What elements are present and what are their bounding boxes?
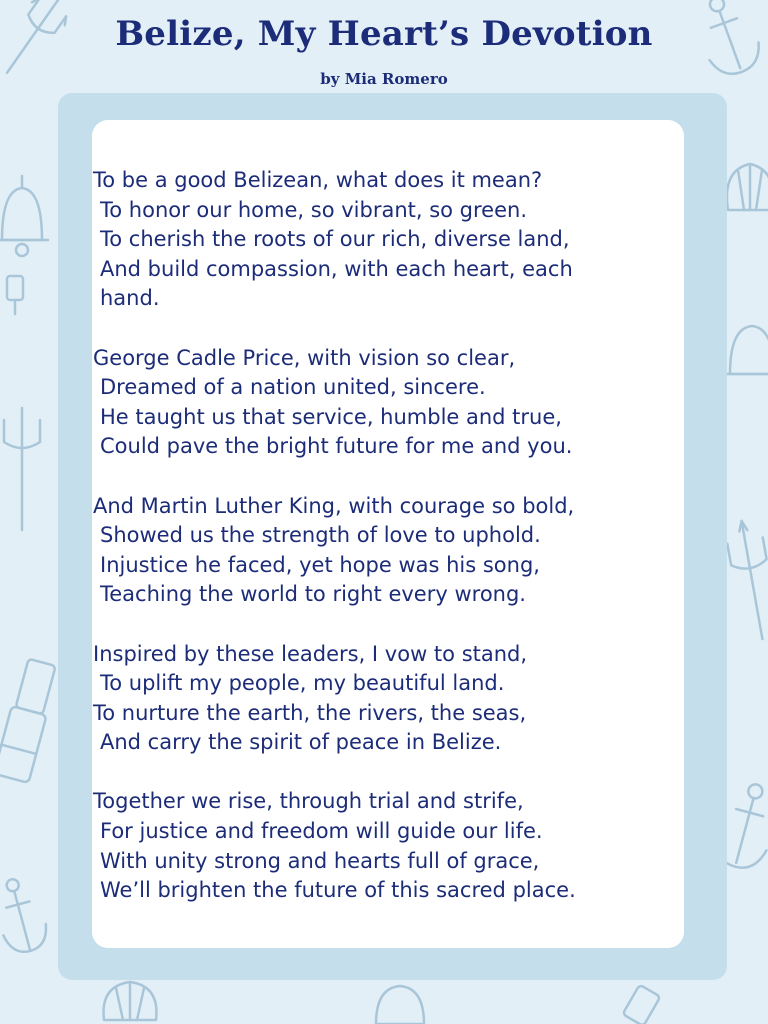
poem-line: George Cadle Price, with vision so clear, bbox=[93, 345, 516, 370]
trident-icon bbox=[4, 408, 40, 530]
bell-icon bbox=[0, 176, 48, 256]
stanza-2 bbox=[93, 344, 683, 462]
poem-line: To honor our home, so vibrant, so green. bbox=[100, 197, 528, 222]
poem-line: For justice and freedom will guide our life. bbox=[100, 819, 543, 844]
poem-line: To be a good Belizean, what does it mean? bbox=[93, 168, 543, 192]
poem-byline: by Mia Romero bbox=[320, 70, 448, 88]
poem-line: Dreamed of a nation united, sincere. bbox=[100, 375, 486, 400]
poem-line: To nurture the earth, the rivers, the seas, bbox=[93, 700, 527, 725]
poem-line: hand. bbox=[100, 286, 160, 311]
stanza-4 bbox=[93, 640, 683, 758]
spyglass-icon bbox=[0, 658, 60, 783]
trident-icon bbox=[724, 518, 768, 642]
poem-line: And carry the spirit of peace in Belize. bbox=[100, 730, 502, 755]
poem-line: Could pave the bright future for me and you. bbox=[100, 434, 573, 459]
poem-title: Belize, My Heart’s Devotion bbox=[115, 14, 653, 54]
poem-line: He taught us that service, humble and true, bbox=[100, 404, 562, 429]
stanza-1 bbox=[93, 166, 683, 314]
bell-icon bbox=[724, 326, 768, 374]
poem-line: To uplift my people, my beautiful land. bbox=[100, 671, 505, 696]
shell-icon bbox=[104, 982, 157, 1020]
bell-icon bbox=[376, 986, 424, 1024]
poem-line: With unity strong and hearts full of grace, bbox=[100, 848, 540, 873]
lantern-icon bbox=[623, 985, 661, 1024]
poem-line: Showed us the strength of love to uphold. bbox=[100, 523, 541, 548]
anchor-icon bbox=[0, 874, 52, 957]
poem-line: Injustice he faced, yet hope was his song, bbox=[100, 552, 540, 577]
poem-line: And build compassion, with each heart, each bbox=[100, 256, 573, 281]
poem-line: We’ll brighten the future of this sacred place. bbox=[100, 878, 576, 903]
poem-line: And Martin Luther King, with courage so bold, bbox=[93, 493, 575, 518]
lantern-icon bbox=[7, 276, 23, 314]
poem-line: To cherish the roots of our rich, diverse land, bbox=[100, 227, 570, 252]
poem-line: Teaching the world to right every wrong. bbox=[100, 582, 526, 607]
poem-line: Together we rise, through trial and strife, bbox=[93, 789, 524, 814]
stanza-3 bbox=[93, 492, 683, 610]
poem-body bbox=[93, 166, 683, 935]
poem-line: Inspired by these leaders, I vow to stand, bbox=[93, 641, 528, 666]
shell-icon bbox=[727, 164, 768, 210]
stanza-5 bbox=[93, 787, 683, 905]
